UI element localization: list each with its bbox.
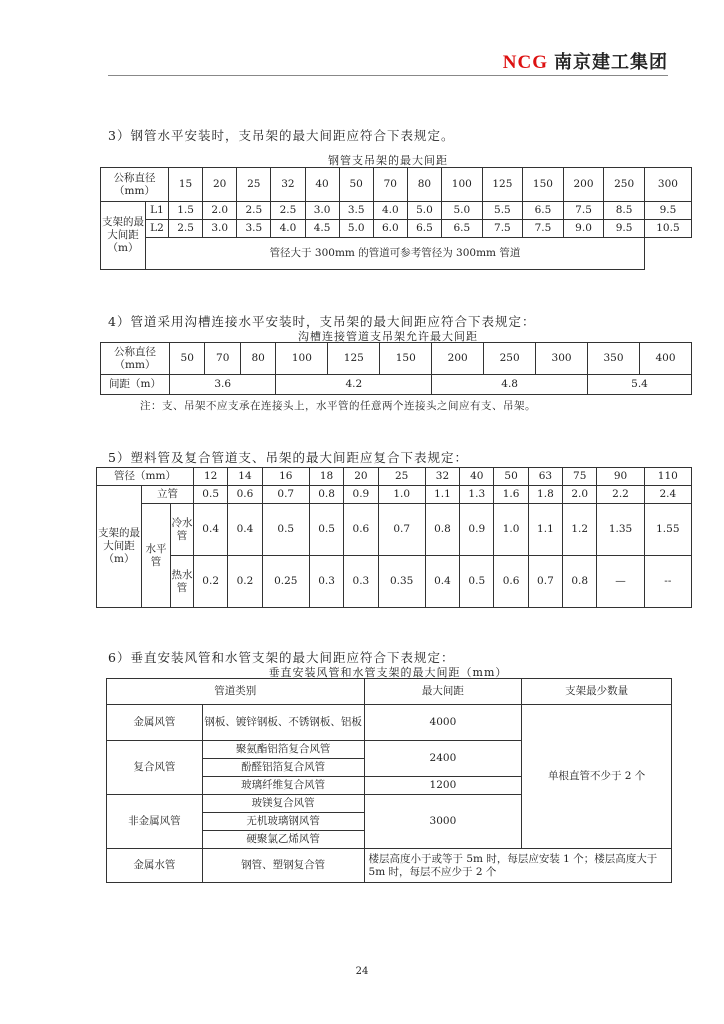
table-cell: 0.6 [344,504,378,556]
table-header-cell: 80 [240,343,275,375]
row-group-label: 支架的最大间距（m） [97,486,142,608]
table-cell: 0.4 [228,504,262,556]
section-3-heading: 3）钢管水平安装时，支吊架的最大间距应符合下表规定。 [108,128,455,143]
table-cell: 0.5 [194,486,228,504]
metal-duct-max: 4000 [364,705,522,741]
header-min-count: 支架最少数量 [522,679,672,705]
grooved-pipe-spacing-table [100,342,692,395]
table-cell: 0.4 [194,504,228,556]
table-cell: 3.6 [170,375,276,395]
table-cell: 6.5 [407,220,441,238]
table-cell: 0.3 [344,556,378,608]
table-cell: 2.0 [563,486,597,504]
table-header-cell: 70 [205,343,240,375]
section-5-heading: 5）塑料管及复合管道支、吊架的最大间距应复合下表规定： [108,450,468,465]
table-cell: 4.2 [276,375,432,395]
table-cell: 0.6 [228,486,262,504]
section-4-note: 注：支、吊架不应支承在连接头上，水平管的任意两个连接头之间应有支、吊架。 [140,400,536,412]
table-cell: 0.5 [460,556,494,608]
category-metal-water-pipe: 金属水管 [107,849,203,883]
composite-duct-2: 酚醛铝箔复合风管 [202,759,364,777]
water-pipe-desc: 钢管、塑钢复合管 [202,849,364,883]
table-header-cell: 350 [588,343,640,375]
table-cell: 1.5 [169,202,203,220]
row-label-l2: L2 [146,220,169,238]
table-cell: 5.4 [588,375,692,395]
composite-duct-12-max: 2400 [364,741,522,777]
table-cell: 0.25 [262,556,309,608]
table-header-label: 公称直径（mm） [101,343,170,375]
table-cell: 4.8 [432,375,588,395]
table-header-cell: 15 [169,168,203,202]
table-cell: 9.5 [644,202,691,220]
table-cell: 1.1 [528,504,562,556]
nonmetal-duct-1: 玻镁复合风管 [202,795,364,813]
table-cell: 0.4 [425,556,459,608]
table-header-cell: 16 [262,468,309,486]
table-header-cell: 250 [604,168,645,202]
steel-pipe-spacing-table [100,167,692,270]
category-nonmetal-duct: 非金属风管 [107,795,203,849]
table-cell: 5.5 [482,202,523,220]
table-cell: 2.5 [237,202,271,220]
table-cell: 0.2 [228,556,262,608]
table-cell: 7.5 [523,220,564,238]
table-cell: 0.35 [378,556,425,608]
table-cell: 4.5 [305,220,339,238]
table-header-cell: 63 [528,468,562,486]
table-header-cell: 14 [228,468,262,486]
category-metal-duct: 金属风管 [107,705,203,741]
table-header-cell: 80 [407,168,441,202]
table-cell: 9.5 [604,220,645,238]
table-cell: -- [644,556,691,608]
table-header-cell: 200 [563,168,604,202]
table-cell: 2.4 [644,486,691,504]
header-divider [108,75,668,76]
table-header-cell: 90 [597,468,644,486]
header-max-spacing: 最大间距 [364,679,522,705]
table-header-label: 管径（mm） [97,468,194,486]
table-cell: — [597,556,644,608]
section-6-heading: 6）垂直安装风管和水管支架的最大间距应符合下表规定： [108,650,455,665]
table-header-cell: 20 [344,468,378,486]
table-cell: 7.5 [482,220,523,238]
table-header-label: 公称直径（mm） [101,168,169,202]
table-cell: 1.0 [378,486,425,504]
table-cell: 3.5 [237,220,271,238]
table-cell: 0.8 [425,504,459,556]
table-header-cell: 125 [328,343,380,375]
table-header-cell: 70 [373,168,407,202]
section-4-heading: 4）管道采用沟槽连接水平安装时，支吊架的最大间距应符合下表规定： [108,314,536,329]
category-composite-duct: 复合风管 [107,741,203,795]
table-header-cell: 32 [271,168,305,202]
nonmetal-duct-max: 3000 [364,795,522,849]
table-cell: 6.5 [523,202,564,220]
duct-min-count: 单根直管不少于 2 个 [522,705,672,849]
row-label-l1: L1 [146,202,169,220]
table-cell: 3.0 [203,220,237,238]
table-cell: 4.0 [373,202,407,220]
table-note: 管径大于 300mm 的管道可参考管径为 300mm 管道 [146,238,645,270]
table-cell: 0.6 [494,556,528,608]
metal-duct-desc: 钢板、镀锌钢板、不锈钢板、铝板 [202,705,364,741]
table-cell: 1.35 [597,504,644,556]
section-6-caption: 垂直安装风管和水管支架的最大间距（mm） [268,666,508,679]
table-cell: 1.55 [644,504,691,556]
table-header-cell: 20 [203,168,237,202]
row-label-vertical: 立管 [142,486,194,504]
table-cell: 7.5 [563,202,604,220]
table-header-cell: 300 [536,343,588,375]
table-cell: 10.5 [644,220,691,238]
table-header-cell: 18 [309,468,343,486]
table-header-cell: 110 [644,468,691,486]
table-cell: 0.7 [262,486,309,504]
table-cell: 8.5 [604,202,645,220]
table-cell: 5.0 [442,202,483,220]
row-group-label: 支架的最大间距（m） [101,202,146,270]
table-header-cell: 40 [460,468,494,486]
section-4-caption: 沟槽连接管道支吊架允许最大间距 [298,330,478,343]
table-header-cell: 32 [425,468,459,486]
plastic-pipe-spacing-table [96,467,692,608]
table-cell: 0.9 [460,504,494,556]
table-header-cell: 50 [170,343,205,375]
table-header-cell: 12 [194,468,228,486]
table-cell: 1.6 [494,486,528,504]
table-header-cell: 50 [494,468,528,486]
table-cell: 2.5 [169,220,203,238]
table-cell: 5.0 [339,220,373,238]
table-header-cell: 100 [276,343,328,375]
table-cell: 0.2 [194,556,228,608]
logo-brand: NCG [502,52,548,73]
nonmetal-duct-2: 无机玻璃钢风管 [202,813,364,831]
table-cell: 0.7 [378,504,425,556]
page-number: 24 [355,966,369,977]
table-header-cell: 125 [482,168,523,202]
table-header-cell: 250 [484,343,536,375]
table-cell: 0.9 [344,486,378,504]
table-header-cell: 25 [378,468,425,486]
table-header-cell: 75 [563,468,597,486]
table-cell: 1.2 [563,504,597,556]
table-cell: 2.0 [203,202,237,220]
row-label-horizontal: 水平管 [142,504,171,608]
table-cell: 1.3 [460,486,494,504]
table-header-cell: 40 [305,168,339,202]
logo-company-name: 南京建工集团 [554,52,668,73]
row-label-hot: 热水管 [171,556,194,608]
table-cell: 6.5 [442,220,483,238]
table-cell: 2.5 [271,202,305,220]
table-header-cell: 50 [339,168,373,202]
water-pipe-rule: 楼层高度小于或等于 5m 时，每层应安装 1 个；楼层高度大于 5m 时，每层不应少于 2 个 [364,849,671,883]
table-header-cell: 25 [237,168,271,202]
header-type: 管道类别 [107,679,365,705]
table-cell: 0.5 [262,504,309,556]
row-label-cold: 冷水管 [171,504,194,556]
table-header-cell: 150 [523,168,564,202]
table-header-cell: 300 [644,168,691,202]
table-cell: 6.0 [373,220,407,238]
table-cell: 1.1 [425,486,459,504]
table-header-cell: 100 [442,168,483,202]
table-cell: 3.0 [305,202,339,220]
table-header-cell: 400 [639,343,691,375]
table-cell: 0.7 [528,556,562,608]
row-label: 间距（m） [101,375,170,395]
table-cell: 0.8 [309,486,343,504]
composite-duct-3: 玻璃纤维复合风管 [202,777,364,795]
vertical-support-spacing-table [106,678,672,883]
table-cell: 1.0 [494,504,528,556]
composite-duct-3-max: 1200 [364,777,522,795]
section-3-caption: 钢管支吊架的最大间距 [328,154,448,167]
nonmetal-duct-3: 硬聚氯乙烯风管 [202,831,364,849]
table-cell: 1.8 [528,486,562,504]
table-cell: 0.3 [309,556,343,608]
composite-duct-1: 聚氨酯铝箔复合风管 [202,741,364,759]
table-cell: 4.0 [271,220,305,238]
table-cell: 0.8 [563,556,597,608]
table-cell: 3.5 [339,202,373,220]
table-cell: 5.0 [407,202,441,220]
table-cell: 9.0 [563,220,604,238]
table-header-cell: 150 [380,343,432,375]
table-header-cell: 200 [432,343,484,375]
table-cell: 0.5 [309,504,343,556]
company-logo [503,48,668,74]
table-cell: 2.2 [597,486,644,504]
